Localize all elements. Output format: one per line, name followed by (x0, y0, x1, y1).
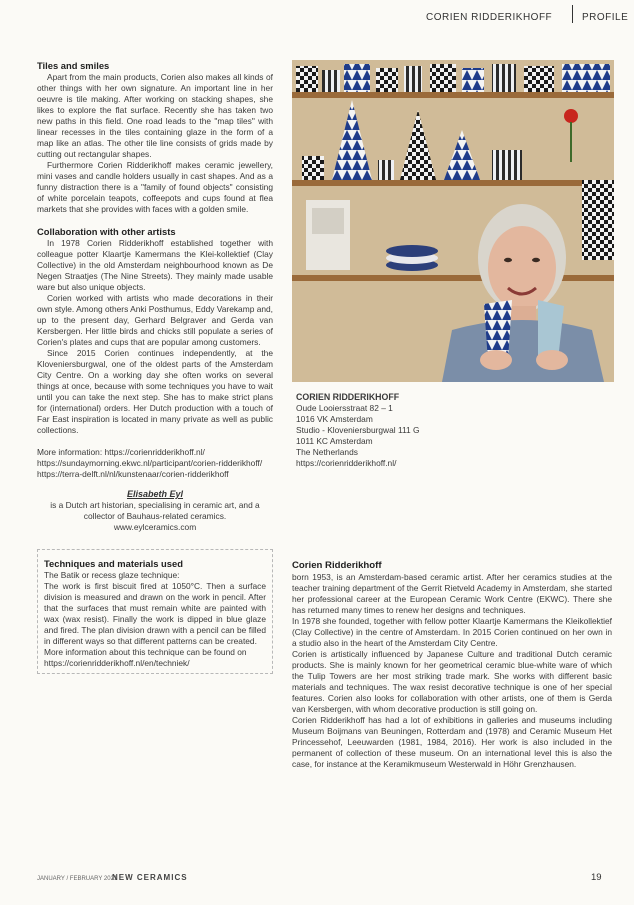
techniques-body: The work is first biscuit fired at 1050°C. Then a surface division is measured and drawn on the work in pencil. After that the surfaces that must remain white are painted with wax (wax resist). Finally the work is dipped in blue glaze and fired. The plan division drawn with a pencil can be filled in different ways so that different patterns can be created. (44, 581, 266, 646)
bio-paragraph-2: In 1978 she founded, together with fellow potter Klaartje Kamermans the Kleikollektief (Clay Collective) in the centre of Amsterdam. In 2015 Corien continued on her own in a studio also in the heart of the Amsterdam City Centre. (292, 616, 612, 648)
left-column (37, 60, 273, 674)
page-number: 19 (591, 872, 602, 883)
contact-name: CORIEN RIDDERIKHOFF (296, 392, 400, 402)
contact-block (296, 392, 420, 469)
portrait-photo (292, 60, 614, 382)
author-block (37, 489, 273, 533)
contact-line: Studio - Kloveniersburgwal 111 G (296, 425, 420, 435)
author-name: Elisabeth Eyl (126, 489, 184, 499)
contact-website[interactable]: https://corienridderikhoff.nl/ (296, 458, 397, 468)
footer-magazine: NEW CERAMICS (112, 873, 188, 882)
contact-line: The Netherlands (296, 447, 358, 457)
contact-line: 1011 KC Amsterdam (296, 436, 373, 446)
bio-block (292, 560, 612, 770)
techniques-box (37, 549, 273, 674)
studio-photo-illustration (292, 60, 614, 382)
bio-paragraph-1: born 1953, is an Amsterdam-based ceramic artist. After her ceramics studies at the teacher training department of the Gerrit Rietveld Academy in Amsterdam, she started her professional career at the European Ceramic Work Centre (EKWC). There she has returned many times to renew her designs and techniques. (292, 572, 612, 615)
collab-heading: Collaboration with other artists (37, 226, 176, 237)
contact-line: 1016 VK Amsterdam (296, 414, 373, 424)
bio-paragraph-4: Corien Ridderikhoff has had a lot of exhibitions in galleries and museums including Museum Boijmans van Beuningen, Rotterdam and (1978) and Ceramic Museum Het Princessehof, Leeuwarden (1981, 1984, 2016). Her work is also included in the permanent of collection of these museum. On an international level this is also the case, for instance at the Keramikmuseum Westerwald in Höhr Grenzhausen. (292, 715, 612, 769)
footer-date: JANUARY / FEBRUARY 2021 (37, 876, 118, 882)
tiles-heading: Tiles and smiles (37, 60, 110, 71)
techniques-link[interactable]: https://corienridderikhoff.nl/en/techniek/ (44, 658, 190, 668)
more-info-link-2[interactable]: https://sundaymorning.ekwc.nl/participant/corien-ridderikhoff/ (37, 458, 263, 468)
techniques-more: More information about this technique can be found on (44, 647, 247, 657)
header-divider (572, 5, 573, 23)
tiles-paragraph-1: Apart from the main products, Corien also makes all kinds of other things with her own signature. An important line in her oeuvre is tile making. After working on stacking shapes, she likes to explore the flat surface. Recently she has taken two new paths in this field. One road leads to the "map tiles" with linear recesses in the tiles containing glaze in the form of a map like an atlas. The other tile line consists of grids made by cutting out rectangular shapes. (37, 72, 273, 159)
collab-paragraph-3: Since 2015 Corien continues independently, at the Kloveniersburgwal, one of the oldest parts of the Amsterdam City Centre. On a working day she often works on several things at once, because with some techniques you have to wait until you can take the next step. She has to make strict plans for (international) orders. Her Dutch production with a touch of Far East inspiration is located in many private as well as public collections. (37, 348, 273, 435)
bio-heading: Corien Ridderikhoff (292, 560, 382, 571)
tiles-paragraph-2: Furthermore Corien Ridderikhoff makes ceramic jewellery, mini vases and candle holders usually in cast shapes. And as a funny distraction there is a "family of found objects" consisting of white porcelain teapots, coffeepots and cups found at flea markets that she provides with faces with a golden smile. (37, 160, 273, 214)
techniques-heading: Techniques and materials used (44, 558, 183, 569)
more-info-line[interactable]: More information: https://corienridderikhoff.nl/ (37, 447, 205, 457)
bio-paragraph-3: Corien is artistically influenced by Japanese Culture and traditional Dutch ceramic products. She is mainly known for her geometrical ceramic blue-white ware of which the Tulip Towers are her most striking trade mark. She works with different basic materials and techniques. The wax resist decorative technique is one of her special features. Corien also looks for collaboration with other artists, one of them is Gerda van Kersbergen, with whom decorative production is still going on. (292, 649, 612, 714)
collab-paragraph-1: In 1978 Corien Ridderikhoff established together with colleague potter Klaartje Kamermans the Klei-kollektief (Clay Collective) in the old Amsterdam neighbourhood known as De Negen Straatjes (The Nine Streets). They mainly made usable ware but also unique objects. (37, 238, 273, 292)
collab-paragraph-2: Corien worked with artists who made decorations in their own style. Among others Anki Posthumus, Eddy Varekamp and, up to the present day, Gerhard Belgraver and Gerda van Kersbergen. Her little birds and chicks still populate a series of Corien's plates and cups that are popular among customers. (37, 293, 273, 347)
running-header-name: CORIEN RIDDERIKHOFF (426, 12, 553, 23)
techniques-subheading: The Batik or recess glaze technique: (44, 570, 180, 580)
contact-line: Oude Looiersstraat 82 – 1 (296, 403, 393, 413)
author-website[interactable]: www.eylceramics.com (113, 522, 197, 532)
author-description: is a Dutch art historian, specialising in ceramic art, and a collector of Bauhaus-related ceramics. (50, 500, 260, 521)
more-info-link-3[interactable]: https://terra-delft.nl/nl/kunstenaar/corien-ridderikhoff (37, 469, 229, 479)
running-header-section: PROFILE (582, 12, 629, 23)
